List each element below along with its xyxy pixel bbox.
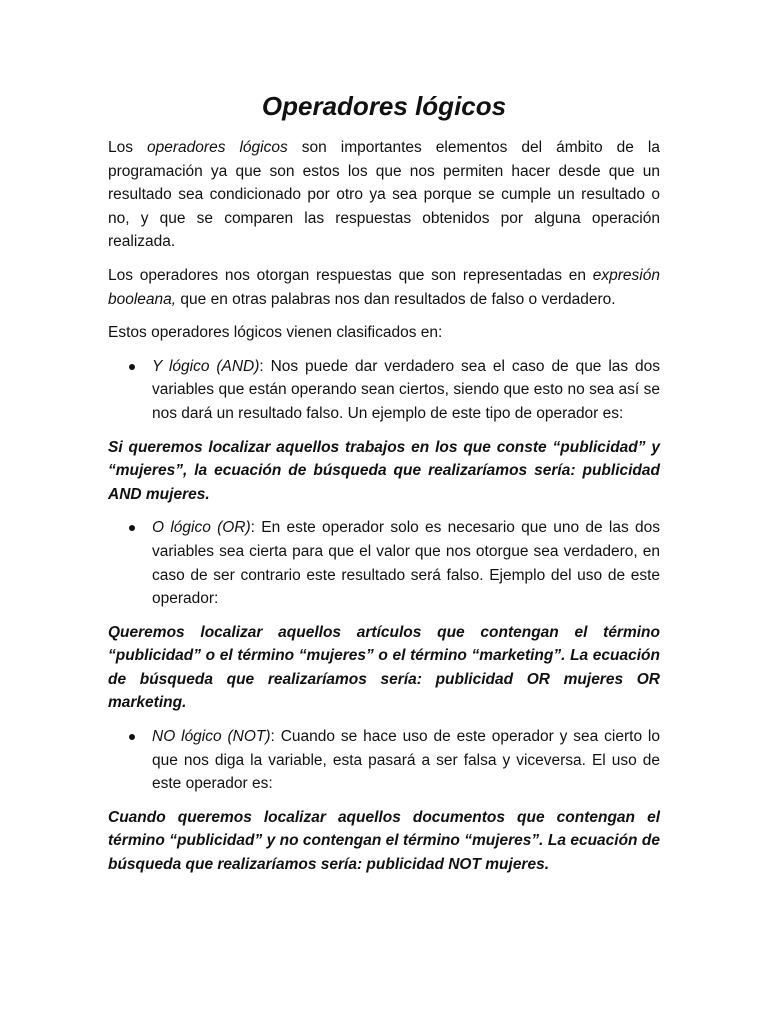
or-operator-name: O lógico (OR) (152, 519, 251, 537)
not-example: Cuando queremos localizar aquellos documentos que contengan el término “publicidad” y no contengan el término “mujeres”. La ecuación de búsqueda que realizaríamos sería: publicidad NOT mujeres. (108, 808, 660, 874)
page-title: Operadores lógicos (261, 91, 507, 121)
and-operator-list (108, 355, 660, 426)
intro-paragraph (108, 136, 660, 254)
intro-emphasis: operadores lógicos (147, 139, 288, 156)
or-example: Queremos localizar aquellos artículos que contengan el término “publicidad” o el término “mujeres” o el término “marketing”. La ecuación de búsqueda que realizaríamos sería: publicidad OR mujeres OR marketing. (108, 623, 660, 712)
classification-paragraph: Estos operadores lógicos vienen clasificados en: (108, 324, 443, 342)
and-operator-name: Y lógico (AND) (152, 357, 260, 375)
boolean-emphasis: expresión booleana, (108, 266, 660, 308)
and-example: Si queremos localizar aquellos trabajos en los que conste “publicidad” y “mujeres”, la ecuación de búsqueda que realizaríamos sería: publicidad AND mujeres. (108, 438, 660, 503)
bullet-icon (129, 734, 135, 740)
or-operator-item (108, 516, 660, 610)
bullet-icon (129, 364, 135, 370)
and-operator-description: : Nos puede dar verdadero sea el caso de que las dos variables que están operando sean ciertos, siendo que esto no sea así se nos dará un resultado falso. Un ejemplo de este tipo de operador es: (152, 357, 661, 422)
document-content (108, 88, 660, 885)
not-operator-item (108, 725, 660, 796)
or-operator-description: : En este operador solo es necesario que uno de las dos variables sea cierta para que el valor que nos otorgue sea verdadero, en caso de ser contrario este resultado será falso. Ejemplo del uso de este operador: (152, 519, 660, 608)
bullet-icon (129, 525, 135, 531)
boolean-text-start: Los operadores nos otorgan respuestas que son representadas en (108, 266, 593, 284)
boolean-paragraph (108, 264, 660, 311)
not-operator-name: NO lógico (NOT) (152, 728, 271, 746)
not-operator-list (108, 725, 660, 796)
intro-text-end: son importantes elementos del ámbito de la programación ya que son estos los que nos permiten hacer desde que un resultado sea condicionado por otro ya sea porque se cumple un resultado o no, y que se comparen las respuestas obtenidos por alguna operación realizada. (108, 139, 660, 251)
and-operator-item (108, 355, 660, 426)
or-operator-list (108, 516, 660, 610)
boolean-text-end: que en otras palabras nos dan resultados de falso o verdadero. (176, 290, 616, 308)
not-operator-description: : Cuando se hace uso de este operador y sea cierto lo que nos diga la variable, esta pasará a ser falsa y viceversa. El uso de este operador es: (152, 728, 660, 793)
intro-text-start: Los (108, 139, 148, 156)
